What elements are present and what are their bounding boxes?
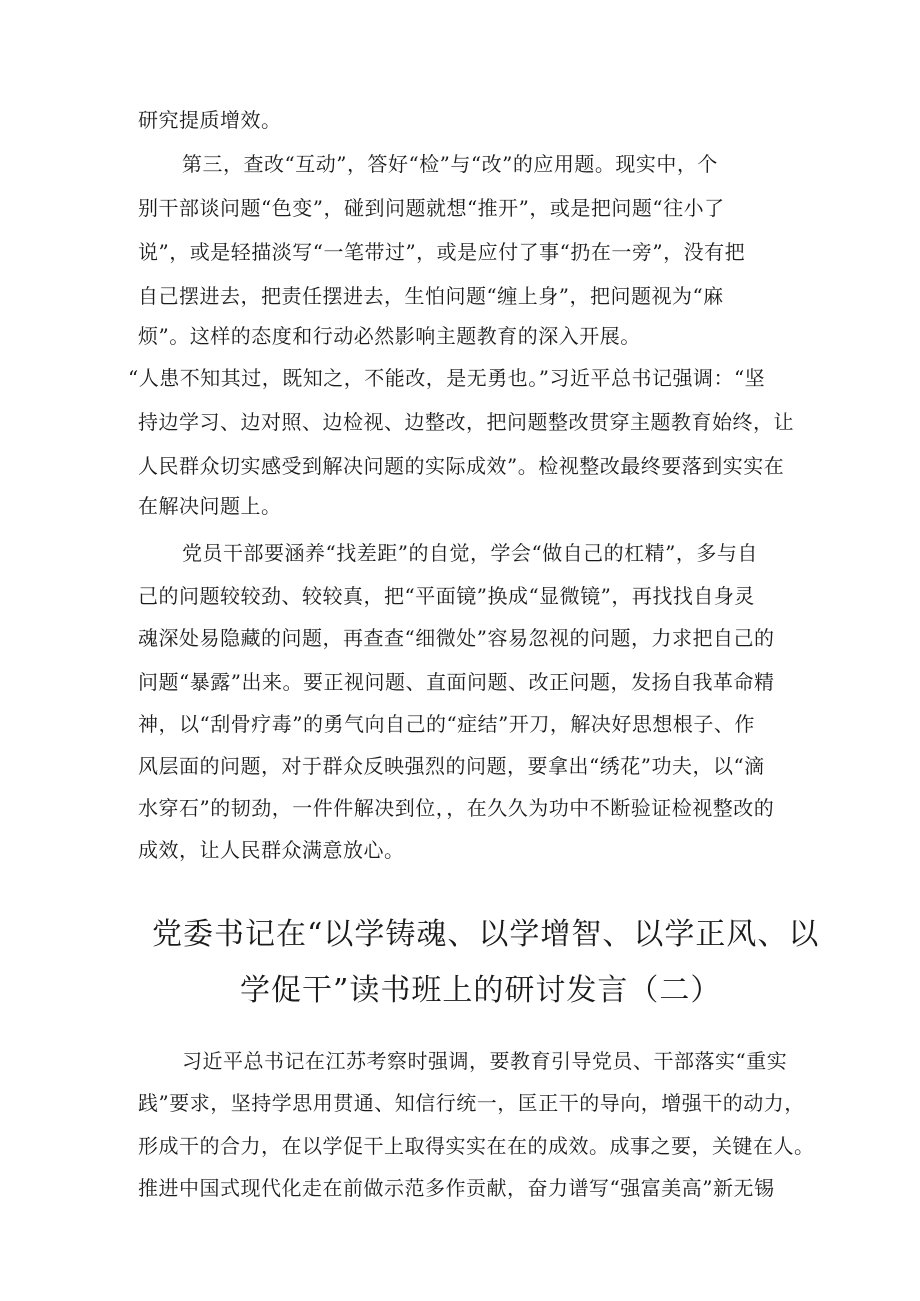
paragraph-line: 烦”。这样的态度和行动必然影响主题教育的深入开展。	[138, 324, 641, 348]
paragraph-line: 别干部谈问题“色变”，碰到问题就想“推开”，或是把问题“往小了	[138, 196, 725, 220]
paragraph-line: 习近平总书记在江苏考察时强调，要教育引导党员、干部落实“重实	[182, 1049, 788, 1073]
paragraph-line: 水穿石”的韧劲，一件件解决到位，，在久久为功中不断验证检视整改的	[138, 796, 775, 820]
paragraph-line: 神，以“刮骨疗毒”的勇气向自己的“症结”开刀，解决好思想根子、作	[138, 712, 755, 736]
paragraph-line: 在解决问题上。	[138, 494, 282, 518]
paragraph-line: 自己摆进去，把责任摆进去，生怕问题“缠上身”，把问题视为“麻	[138, 284, 724, 308]
paragraph-line: 己的问题较较劲、较较真，把“平面镜”换成“显微镜”，再找找自身灵	[138, 584, 755, 608]
paragraph-line: 形成干的合力，在以学促干上取得实实在在的成效。成事之要，关键在人。	[138, 1134, 815, 1158]
section-heading: 党委书记在“以学铸魂、以学增智、以学正风、以	[152, 917, 820, 952]
paragraph-line: 第三，查改“互动”，答好“检”与“改”的应用题。现实中，个	[182, 152, 718, 176]
paragraph-line: 魂深处易隐藏的问题，再查查“细微处”容易忽视的问题，力求把自己的	[138, 626, 775, 650]
paragraph-line: 人民群众切实感受到解决问题的实际成效”。检视整改最终要落到实实在	[138, 454, 785, 478]
paragraph-line: 说”，或是轻描淡写“一笔带过”，或是应付了事“扔在一旁”，没有把	[138, 240, 746, 264]
paragraph-line: 研究提质增效。	[138, 108, 282, 132]
paragraph-line: 推进中国式现代化走在前做示范多作贡献，奋力谱写“强富美高”新无锡	[138, 1176, 775, 1200]
paragraph-line: 成效，让人民群众满意放心。	[138, 838, 405, 862]
paragraph-line: 问题“暴露”出来。要正视问题、直面问题、改正问题，发扬自我革命精	[138, 670, 775, 694]
paragraph-line: “人患不知其过，既知之，不能改，是无勇也。”习近平总书记强调：“坚	[128, 366, 766, 390]
paragraph-line: 践”要求，坚持学思用贯通、知信行统一，匡正干的导向，增强干的动力，	[138, 1091, 805, 1115]
paragraph-line: 党员干部要涵养“找差距”的自觉，学会“做自己的杠精”，多与自	[182, 541, 758, 565]
paragraph-line: 风层面的问题，对于群众反映强烈的问题，要拿出“绣花”功夫，以“滴	[138, 754, 765, 778]
section-heading: 学促干”读书班上的研讨发言（二）	[240, 973, 722, 1008]
paragraph-line: 持边学习、边对照、边检视、边整改，把问题整改贯穿主题教育始终，让	[138, 410, 794, 434]
